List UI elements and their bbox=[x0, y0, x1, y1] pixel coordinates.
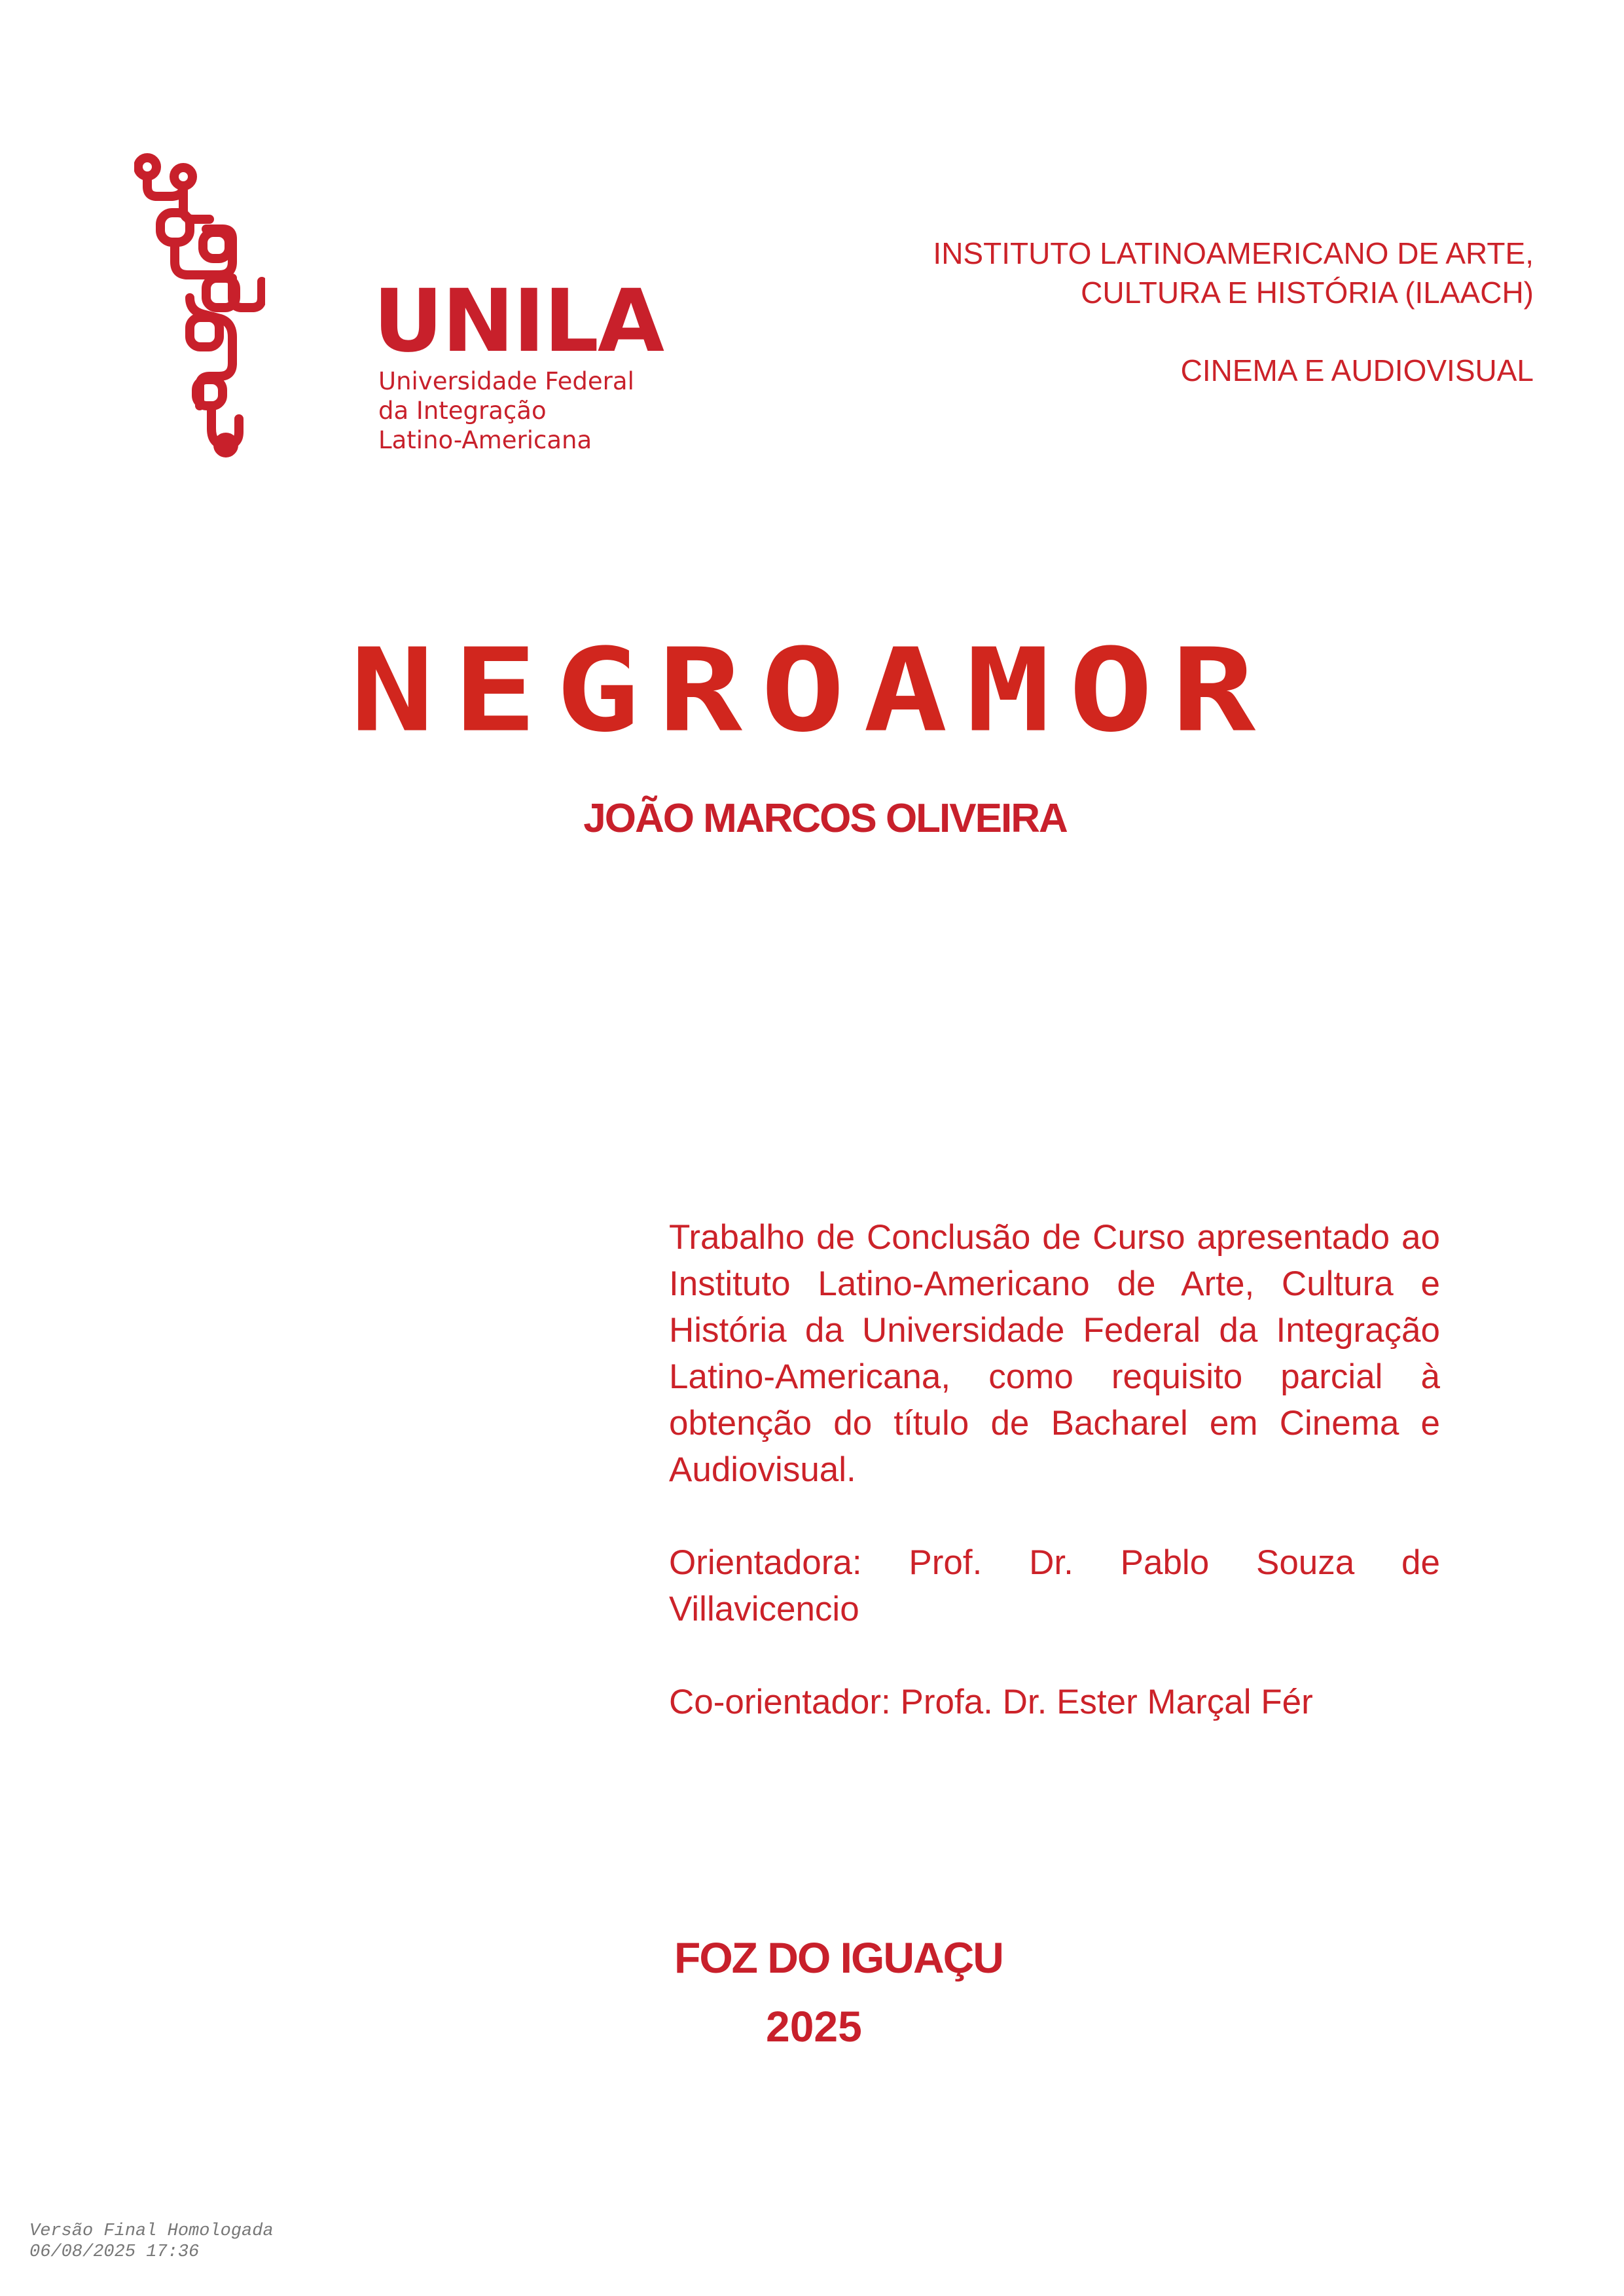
institute-name-line: CULTURA E HISTÓRIA (ILAACH) bbox=[1081, 276, 1534, 310]
logo-subtitle-line: da Integração bbox=[378, 397, 547, 425]
author-name: JOÃO MARCOS OLIVEIRA bbox=[583, 796, 1067, 841]
course-name: CINEMA E AUDIOVISUAL bbox=[1180, 353, 1534, 387]
stamp-line: Versão Final Homologada bbox=[29, 2221, 274, 2241]
logo-wordmark: UNILA bbox=[373, 271, 664, 372]
thesis-title: NEGROAMOR bbox=[350, 624, 1274, 758]
advisor: Orientadora: Prof. Dr. Pablo Souza de Villavicencio bbox=[669, 1543, 1440, 1628]
logo-subtitle-line: Universidade Federal bbox=[378, 367, 634, 395]
homologation-stamp bbox=[29, 2221, 274, 2263]
stamp-timestamp: 06/08/2025 17:36 bbox=[29, 2242, 200, 2262]
thesis-description: Trabalho de Conclusão de Curso apresentado ao Instituto Latino-Americano de Arte, Cultura e História da Universidade Federal da Integração Latino-Americana, como requisito parcial à obtenção do título de Bacharel em Cinema e Audiovisual. bbox=[669, 1218, 1440, 1489]
co-advisor: Co-orientador: Profa. Dr. Ester Marçal Fér bbox=[669, 1683, 1313, 1721]
year: 2025 bbox=[766, 2002, 862, 2051]
logo-subtitle-line: Latino-Americana bbox=[378, 426, 592, 454]
institute-name-line: INSTITUTO LATINOAMERICANO DE ARTE, bbox=[933, 236, 1534, 270]
city: FOZ DO IGUAÇU bbox=[674, 1933, 1003, 1982]
